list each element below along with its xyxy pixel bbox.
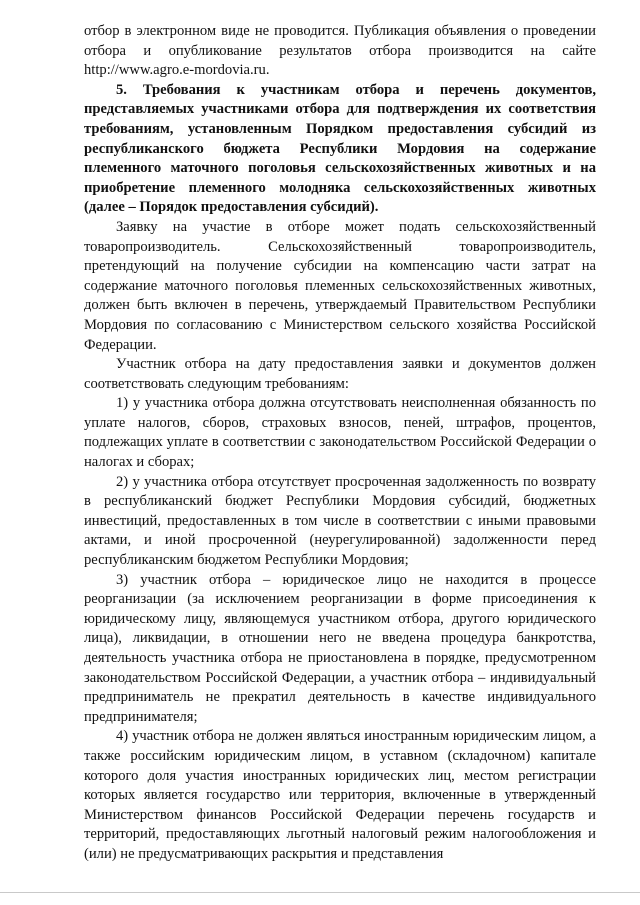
requirement-item-1: 1) у участника отбора должна отсутствовать неисполненная обязанность по уплате налогов, сборов, страховых взносов, пеней, штрафов, процентов, подлежащих уплате в соответствии с законодательством Российской Федерации о налогах и сборах; [84, 395, 596, 471]
paragraph-requirements-intro: Участник отбора на дату предоставления заявки и документов должен соответствовать следующим требованиям: [84, 356, 596, 392]
requirement-item-3: 3) участник отбора – юридическое лицо не находится в процессе реорганизации (за исключением реорганизации в форме присоединения к юридическому лицу, являющемуся участником отбора, другого юридического лица), ликвидации, в отношении него не введена процедура банкротства, деятельность участника отбора не приостановлена в порядке, предусмотренном законодательством Российской Федерации, а участник отбора – индивидуальный предприниматель не прекратил деятельность в качестве индивидуального предпринимателя; [84, 571, 596, 725]
paragraph-publication: отбор в электронном виде не проводится. Публикация объявления о проведении отбора и опубликование результатов отбора производится на сайте http://www.agro.e-mordovia.ru. [84, 23, 596, 79]
page-bottom-rule [0, 892, 640, 893]
requirement-item-4: 4) участник отбора не должен являться иностранным юридическим лицом, а также российским юридическим лицом, в уставном (складочном) капитале которого доля участия иностранных юридических лиц, местом регистрации которых является государство или территория, включенные в утвержденный Министерством финансов Российской Федерации перечень государств и территорий, предоставляющих льготный налоговый режим налогообложения и (или) не предусматривающих раскрытия и представления [84, 728, 596, 862]
paragraph-applicant: Заявку на участие в отборе может подать сельскохозяйственный товаропроизводитель. Сельскохозяйственный товаропроизводитель, претендующий на получение субсидии на компенсацию части затрат на содержание маточного поголовья племенных сельскохозяйственных животных, должен быть включен в перечень, утверждаемый Правительством Республики Мордовия по согласованию с Министерством сельского хозяйства Российской Федерации. [84, 218, 596, 353]
requirement-item-2: 2) у участника отбора отсутствует просроченная задолженность по возврату в республиканский бюджет Республики Мордовия субсидий, бюджетных инвестиций, предоставленных в том числе в соответствии с иными правовыми актами, и иной просроченной (неурегулированной) задолженности перед республиканским бюджетом Республики Мордовия; [84, 473, 596, 569]
document-page [84, 22, 596, 865]
section-5-heading: 5. Требования к участникам отбора и перечень документов, представляемых участниками отбора для подтверждения их соответствия требованиям, установленным Порядком предоставления субсидий из республиканского бюджета Республики Мордовия на содержание племенного маточного поголовья сельскохозяйственных животных и на приобретение племенного молодняка сельскохозяйственных животных (далее – Порядок предоставления субсидий). [84, 81, 596, 216]
